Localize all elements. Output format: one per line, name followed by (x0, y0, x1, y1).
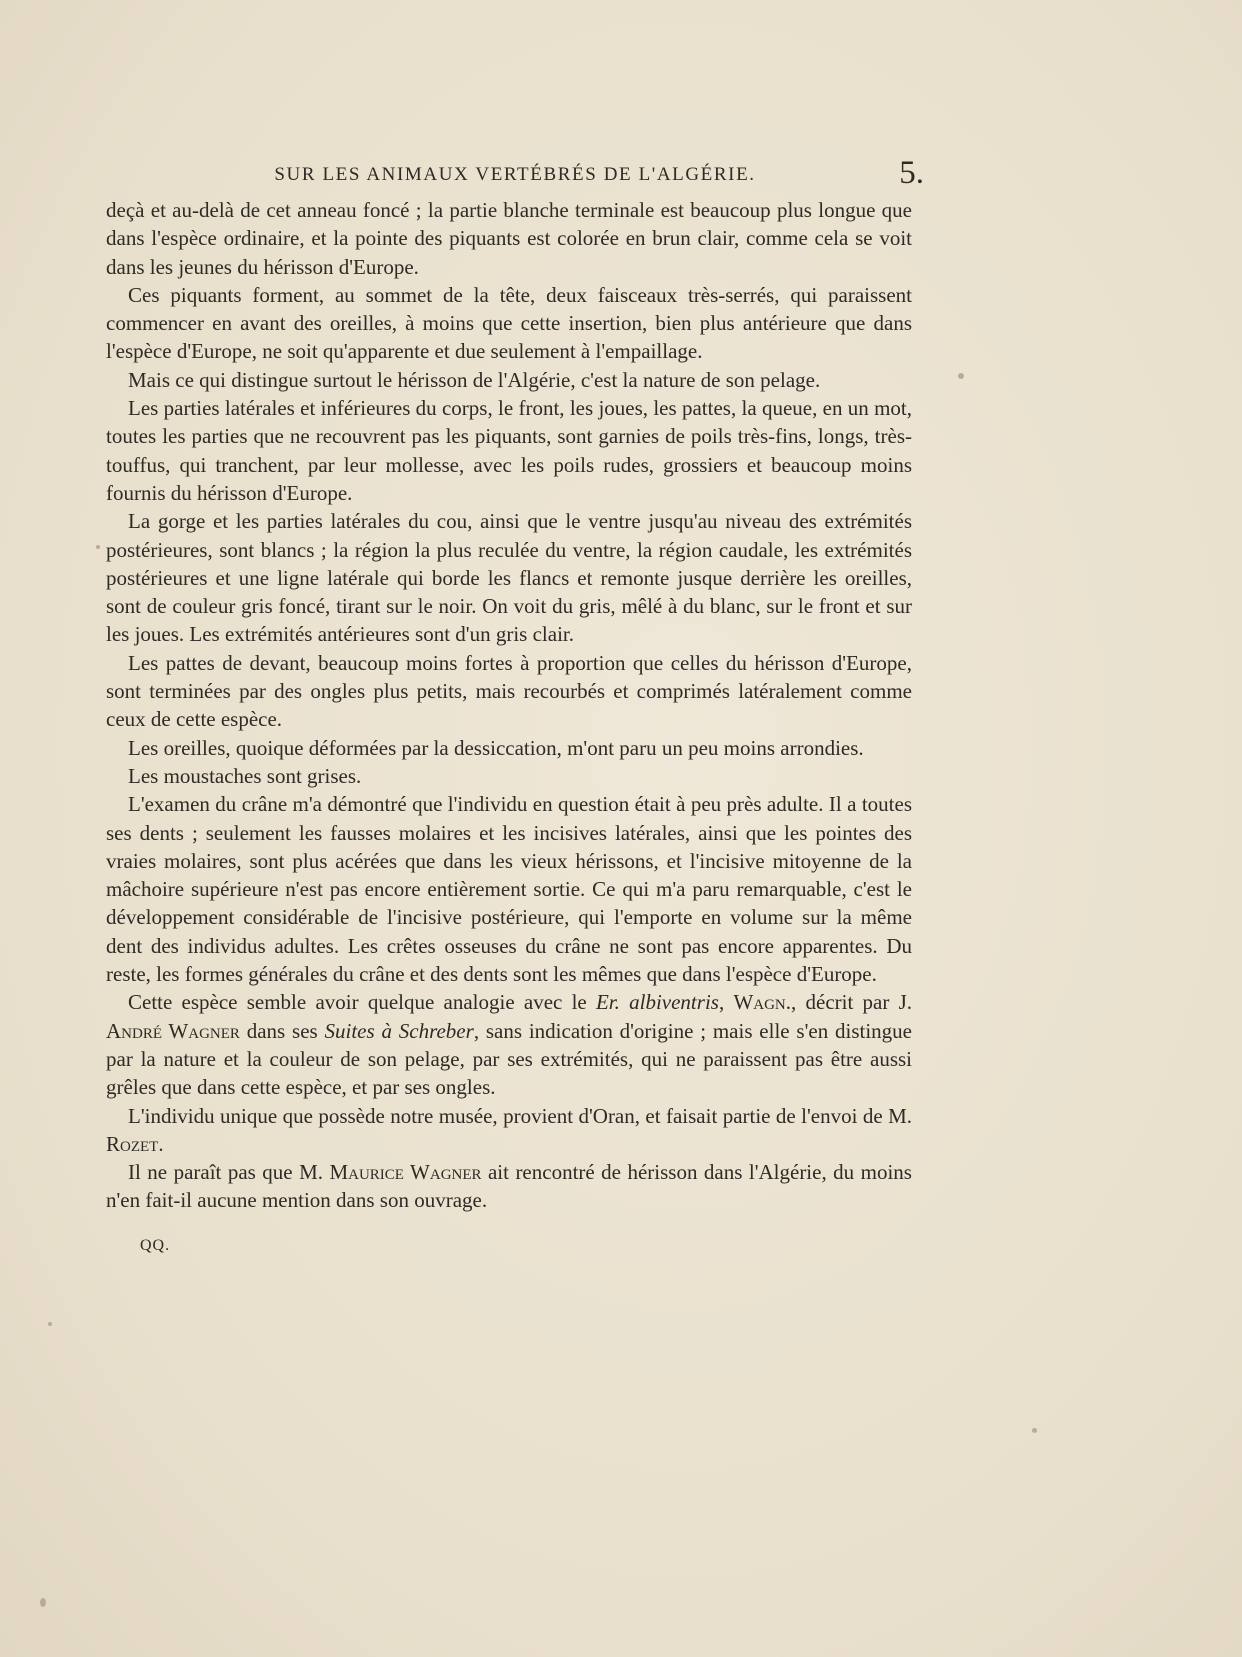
body-text (106, 196, 912, 1215)
text-run: Les oreilles, quoique déformées par la dessiccation, m'ont paru un peu moins arrondies. (128, 735, 864, 760)
text-run: Les moustaches sont grises. (128, 763, 362, 788)
paper-speck (40, 1598, 46, 1607)
paragraph (106, 762, 912, 790)
text-run: ait rencontré de hérisson dans l'Algérie, du moins n'en fait-il aucune mention dans son ouvrage. (106, 1160, 912, 1213)
running-title: SUR LES ANIMAUX VERTÉBRÉS DE L'ALGÉRIE. (274, 164, 756, 185)
paper-speck (96, 545, 100, 549)
small-caps-name: Wagn. (733, 990, 792, 1015)
signature-mark: QQ. (140, 1237, 171, 1254)
paragraph (106, 790, 912, 988)
paragraph (106, 988, 912, 1101)
paragraph (106, 394, 912, 507)
text-run: Ces piquants forment, au sommet de la tête, deux faisceaux très-serrés, qui paraissent commencer en avant des oreilles, à moins que cette insertion, bien plus antérieure que dans l'espèce d'Europe, ne soit qu'apparente et due seulement à l'empaillage. (106, 282, 912, 364)
small-caps-name: Rozet (106, 1131, 159, 1156)
text-run: deçà et au-delà de cet anneau foncé ; la partie blanche terminale est beaucoup plus longue que dans l'espèce ordinaire, et la pointe des piquants est colorée en brun clair, comme cela se voit dans les jeunes du hérisson d'Europe. (106, 198, 912, 279)
paragraph (106, 507, 912, 648)
text-run: , sans indication d'origine ; mais elle s'en distingue par la nature et la couleur de son pelage, par ses extrémités, qui ne paraissent pas être aussi grêles que dans cette espèce, et par ses ongles. (106, 1018, 912, 1100)
page-number: 5. (899, 155, 924, 191)
text-run: L'examen du crâne m'a démontré que l'individu en question était à peu près adulte. Il a toutes ses dents ; seulement les fausses molaires et les incisives latérales, ainsi que les pointes des vraies molaires, sont plus acérées que dans les vieux hérissons, et l'incisive mitoyenne de la mâchoire supérieure n'est pas encore entièrement sortie. Ce qui m'a paru remarquable, c'est le développement considérable de l'incisive postérieure, qui l'emporte en volume sur la même dent des individus adultes. Les crêtes osseuses du crâne ne sont pas encore apparentes. Du reste, les formes générales du crâne et des dents sont les mêmes que dans l'espèce d'Europe. (106, 792, 912, 987)
text-run: La gorge et les parties latérales du cou, ainsi que le ventre jusqu'au niveau des extrémités postérieures, sont blancs ; la région la plus reculée du ventre, la région caudale, les extrémités postérieures et une ligne latérale qui borde les flancs et remonte jusque derrière les oreilles, sont de couleur gris foncé, tirant sur le noir. On voit du gris, mêlé à du blanc, sur le front et sur les joues. Les extrémités antérieures sont d'un gris clair. (106, 509, 912, 647)
text-run: , décrit par J. (791, 990, 912, 1015)
text-run: , (718, 990, 734, 1015)
paragraph (106, 649, 912, 734)
text-run: Cette espèce semble avoir quelque analogie avec le (128, 990, 596, 1015)
text-run: L'individu unique que possède notre musée, provient d'Oran, et faisait partie de l'envoi de M. (128, 1103, 912, 1128)
italic-text: Suites à Schreber (324, 1018, 474, 1043)
text-run: Il ne paraît pas que M. (128, 1160, 330, 1185)
paragraph (106, 196, 912, 281)
text-run: dans ses (239, 1018, 325, 1043)
italic-text: Er. albiventris (595, 990, 719, 1015)
text-run: Les parties latérales et inférieures du corps, le front, les joues, les pattes, la queue, en un mot, toutes les parties que ne recouvrent pas les piquants, sont garnies de poils très-fins, longs, très-touffus, qui tranchent, par leur mollesse, avec les poils rudes, grossiers et beaucoup moins fournis du hérisson d'Europe. (106, 396, 912, 505)
paragraph (106, 734, 912, 762)
paragraph (106, 1102, 912, 1159)
text-run: Mais ce qui distingue surtout le hérisson de l'Algérie, c'est la nature de son pelage. (128, 367, 821, 392)
small-caps-name: Maurice Wagner (329, 1160, 482, 1185)
paragraph (106, 1158, 912, 1215)
small-caps-name: André Wagner (106, 1018, 240, 1043)
paper-speck (48, 1322, 52, 1326)
running-head (106, 155, 924, 191)
paragraph (106, 281, 912, 366)
paper-speck (958, 373, 964, 379)
paper-speck (1032, 1428, 1037, 1433)
text-run: . (158, 1131, 164, 1156)
text-run: Les pattes de devant, beaucoup moins fortes à proportion que celles du hérisson d'Europe, sont terminées par des ongles plus petits, mais recourbés et comprimés latéralement comme ceux de cette espèce. (106, 650, 912, 732)
paragraph (106, 366, 912, 394)
